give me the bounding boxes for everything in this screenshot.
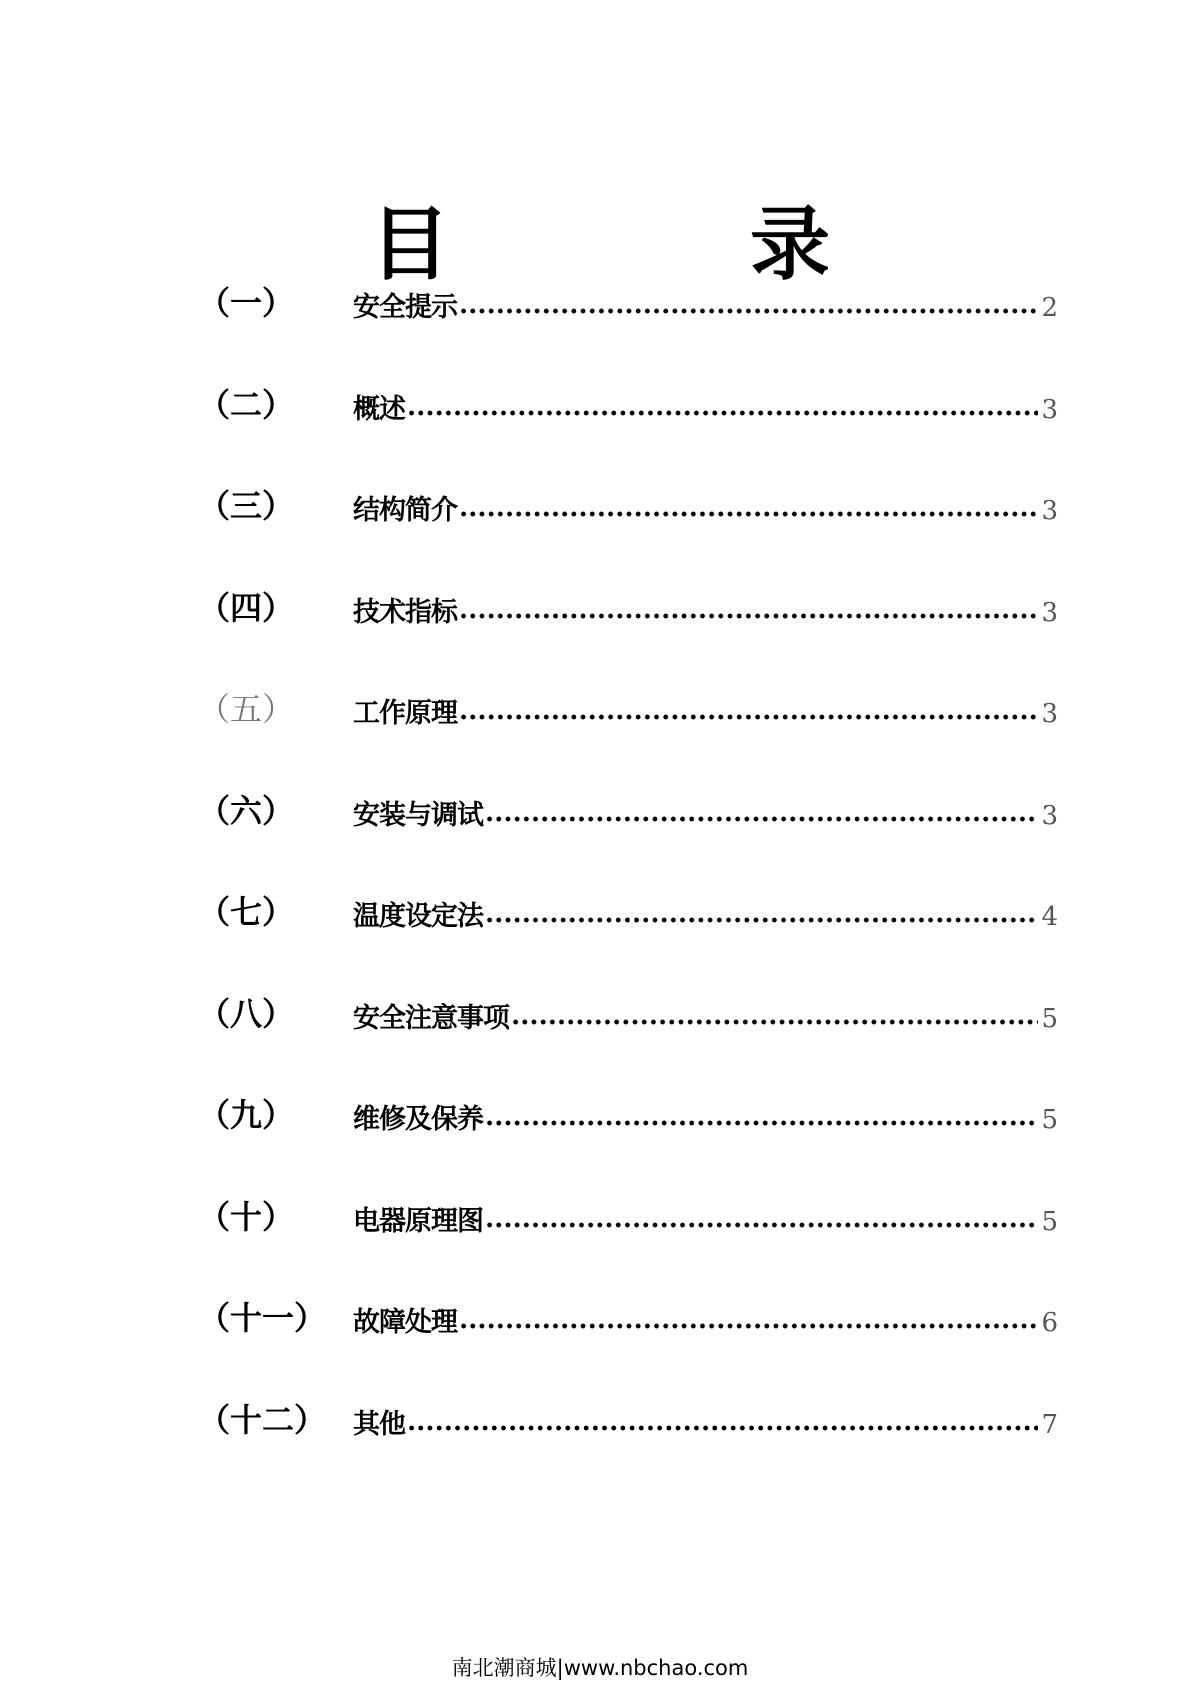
toc-entry-number: （十一）	[198, 1299, 327, 1337]
toc-entry-label: 安装与调试	[353, 799, 483, 831]
toc-entry-label: 其他	[353, 1408, 405, 1440]
dot-leader	[511, 1019, 1038, 1025]
dot-leader	[407, 410, 1038, 416]
dot-leader	[485, 816, 1038, 822]
dot-leader	[459, 1323, 1038, 1329]
toc-entry[interactable]	[198, 1402, 1058, 1504]
toc-entry[interactable]	[198, 387, 1058, 489]
toc-entry-label: 概述	[353, 393, 405, 425]
toc-entry[interactable]	[198, 793, 1058, 895]
toc-entry-number: （六）	[198, 791, 295, 830]
toc-entry-page: 5	[1041, 1105, 1058, 1135]
toc-entry-page: 4	[1041, 902, 1058, 932]
toc-entry-page: 2	[1041, 293, 1058, 323]
toc-entry-label: 温度设定法	[353, 901, 483, 932]
toc-entry-number: （五）	[198, 690, 295, 728]
toc-entry[interactable]	[198, 590, 1058, 692]
toc-entry[interactable]	[198, 1199, 1058, 1301]
toc-entry-page: 3	[1041, 699, 1058, 729]
toc-entry-number: （十二）	[198, 1400, 327, 1439]
page-footer: 南北潮商城|www.nbchao.com	[451, 1656, 749, 1680]
toc-entry-page: 7	[1041, 1409, 1058, 1440]
toc-entry-number: （三）	[198, 487, 295, 525]
toc-entry-number: （二）	[198, 385, 295, 424]
toc-entry-page: 3	[1041, 496, 1058, 526]
toc-list	[198, 285, 1058, 1503]
toc-title: 目 录	[370, 196, 940, 291]
dot-leader	[459, 308, 1038, 314]
dot-leader	[459, 511, 1038, 517]
toc-entry-number: （十）	[198, 1197, 295, 1236]
toc-entry[interactable]	[198, 894, 1058, 996]
toc-entry-label: 安全注意事项	[353, 1002, 509, 1034]
toc-entry-page: 6	[1041, 1308, 1058, 1338]
toc-entry-number: （九）	[198, 1096, 295, 1134]
toc-entry[interactable]	[198, 285, 1058, 387]
toc-entry-label: 技术指标	[353, 596, 457, 628]
toc-entry-page: 3	[1041, 394, 1058, 425]
dot-leader	[459, 613, 1038, 619]
toc-entry-page: 3	[1041, 800, 1058, 831]
toc-entry-number: （七）	[198, 893, 295, 931]
toc-entry-label: 维修及保养	[353, 1104, 483, 1135]
toc-entry[interactable]	[198, 1300, 1058, 1402]
toc-entry[interactable]	[198, 1097, 1058, 1199]
toc-entry-page: 3	[1041, 597, 1058, 628]
toc-entry-label: 安全提示	[353, 292, 457, 323]
toc-entry-label: 结构简介	[353, 495, 457, 526]
toc-entry-label: 工作原理	[353, 698, 457, 729]
toc-entry-number: （一）	[198, 284, 295, 322]
dot-leader	[485, 917, 1038, 923]
dot-leader	[485, 1120, 1038, 1126]
toc-entry-label: 电器原理图	[353, 1205, 483, 1237]
toc-entry-page: 5	[1041, 1003, 1058, 1034]
toc-entry-number: （八）	[198, 994, 295, 1033]
toc-entry-number: （四）	[198, 588, 295, 627]
toc-entry[interactable]	[198, 488, 1058, 590]
toc-entry-page: 5	[1041, 1206, 1058, 1237]
toc-entry[interactable]	[198, 691, 1058, 793]
toc-entry-label: 故障处理	[353, 1307, 457, 1338]
dot-leader	[459, 714, 1038, 720]
dot-leader	[485, 1222, 1038, 1228]
toc-entry[interactable]	[198, 996, 1058, 1098]
dot-leader	[407, 1425, 1038, 1431]
